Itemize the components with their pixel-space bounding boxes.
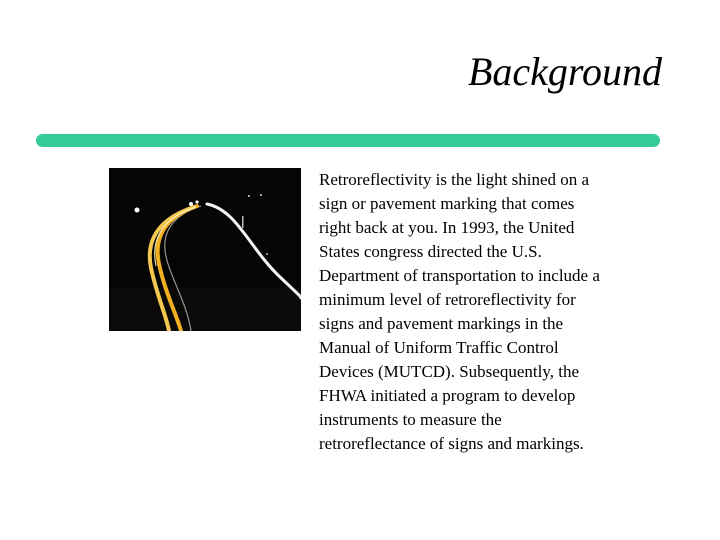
photo-post-marker bbox=[242, 216, 244, 228]
photo-light-glint-3 bbox=[195, 200, 198, 203]
title-divider-rule bbox=[36, 134, 660, 147]
photo-light-glint-6 bbox=[266, 253, 268, 255]
photo-light-glint-4 bbox=[248, 195, 250, 197]
photo-light-glint-5 bbox=[260, 194, 262, 196]
night-road-photo bbox=[109, 168, 301, 331]
photo-light-glint-1 bbox=[135, 208, 140, 213]
slide-title: Background bbox=[467, 49, 662, 94]
photo-light-glint-2 bbox=[189, 202, 193, 206]
photo-road-surface bbox=[109, 288, 301, 331]
body-paragraph: Retroreflectivity is the light shined on a sign or pavement marking that comes right back at you. In 1993, the United States congress directed the U.S. Department of transportation to include a minimum level of retroreflectivity for signs and pavement markings in the Manual of Uniform Traffic Control Devices (MUTCD). Subsequently, the FHWA initiated a program to develop instruments to measure the retroreflectance of signs and markings. bbox=[319, 170, 600, 453]
